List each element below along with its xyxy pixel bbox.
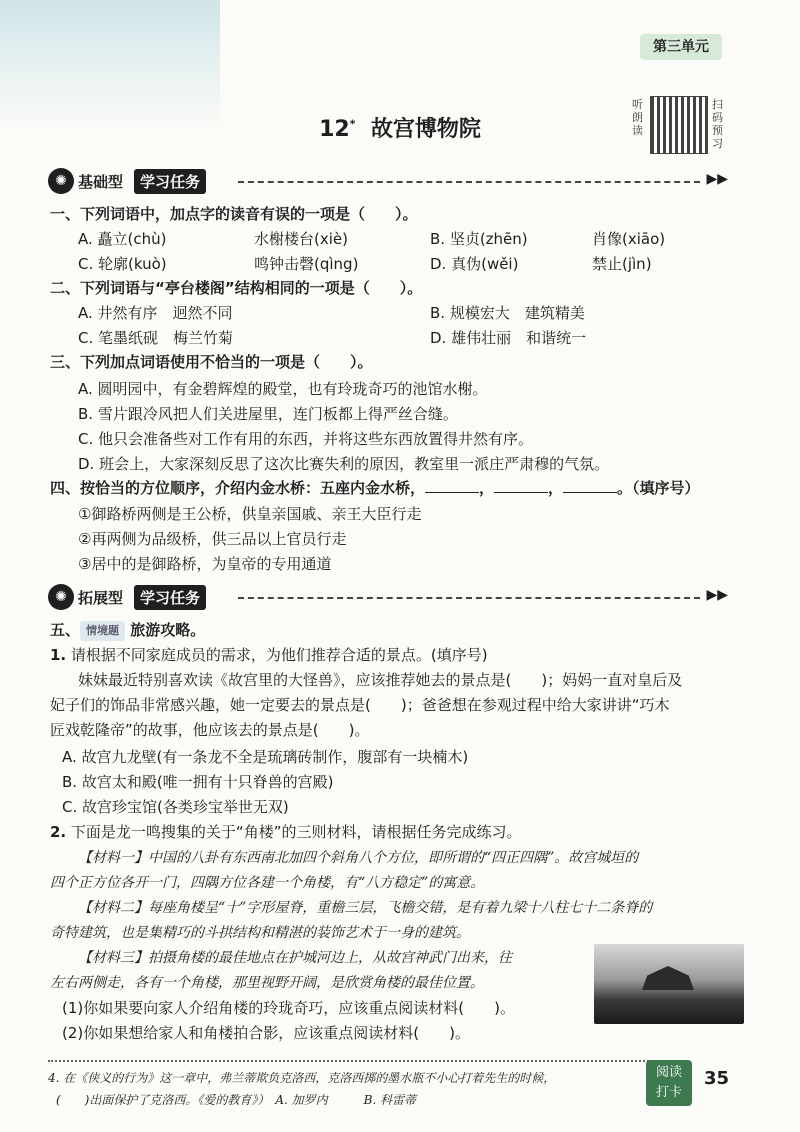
title-star: * — [349, 117, 356, 131]
tower-silhouette — [642, 966, 694, 990]
answer-blank-2[interactable] — [494, 492, 548, 493]
corner-tower-photo — [594, 944, 744, 1024]
q2-option-a: A. 井然有序 迥然不同 — [78, 304, 233, 322]
q3-option-d: D. 班会上，大家深刻反思了这次比赛失利的原因，教室里一派庄严肃穆的气氛。 — [78, 455, 610, 473]
section-label-b: 学习任务 — [134, 585, 206, 610]
q3-option-c: C. 他只会准备些对工作有用的东西，并将这些东西放置得井然有序。 — [78, 430, 534, 448]
q4-item-1: ①御路桥两侧是王公桥，供皇亲国戚、亲王大臣行走 — [78, 505, 422, 523]
question-2-stem: 二、下列词语与“亭台楼阁”结构相同的一项是（ ）。 — [50, 279, 423, 297]
sub2-stem: 下面是龙一鸣搜集的关于“角楼”的三则材料，请根据任务完成练习。 — [70, 823, 522, 841]
badge-line-1: 阅读 — [655, 1065, 682, 1080]
q5-option-a: A. 故宫九龙壁(有一条龙不全是琉璃砖制作，腹部有一块楠木) — [62, 748, 469, 766]
q1-option-c: C. 轮廓(kuò) — [78, 255, 167, 273]
q5-paragraph-line2: 妃子们的饰品非常感兴趣，她一定要去的景点是( )；爸爸想在参观过程中给大家讲讲“巧木 — [50, 696, 670, 714]
section-extended-header — [48, 584, 728, 612]
unit-tag: 第三单元 — [640, 34, 722, 60]
q2-option-c: C. 笔墨纸砚 梅兰竹菊 — [78, 329, 234, 347]
material-1-line1: 【材料一】中国的八卦有东西南北加四个斜角八个方位，即所谓的“四正四隅”。故宫城垣的 — [78, 850, 639, 866]
scenario-tag: 情境题 — [80, 621, 125, 641]
footer-divider — [48, 1060, 668, 1062]
badge-line-2: 打卡 — [655, 1085, 682, 1100]
q5-sub2 — [50, 822, 521, 842]
q4-item-3: ③居中的是御路桥，为皇帝的专用通道 — [78, 555, 332, 573]
q2-option-d: D. 雄伟壮丽 和谐统一 — [430, 329, 587, 347]
q5-task-2: (2)你如果想给家人和角楼拍合影，应该重点阅读材料( )。 — [62, 1024, 470, 1042]
title-text: 故宫博物院 — [370, 117, 481, 142]
q5-option-c: C. 故宫珍宝馆(各类珍宝举世无双) — [62, 798, 289, 816]
lightbulb-icon: ✺ — [48, 168, 74, 194]
q4-stem-b: 。（填序号） — [617, 479, 700, 497]
q5-paragraph-line3: 匠戏乾隆帝”的故事，他应该去的景点是( )。 — [50, 721, 370, 739]
question-1-stem: 一、下列词语中，加点字的读音有误的一项是（ ）。 — [50, 205, 418, 223]
section-label-a: 基础型 — [78, 173, 124, 191]
question-5-head — [50, 620, 205, 641]
q1-option-c2: 鸣钟击磬(qìng) — [254, 255, 359, 273]
divider — [238, 181, 700, 183]
footer-question-line2: ( )出面保护了克洛西。《爱的教育》） A. 加罗内 B. 科雷蒂 — [56, 1093, 417, 1107]
material-2-line1: 【材料二】每座角楼呈“十”字形屋脊，重檐三层，飞檐交错，是有着九梁十八柱七十二条脊的 — [78, 900, 653, 916]
q3-option-b: B. 雪片跟冷风把人们关进屋里，连门板都上得严丝合缝。 — [78, 405, 458, 423]
q5-head-a: 五、 — [50, 621, 81, 639]
section-label-b: 学习任务 — [134, 169, 206, 194]
qr-caption-listen: 听朗读 — [632, 98, 643, 137]
material-3-line2: 左右两侧走，各有一个角楼，那里视野开阔，是欣赏角楼的最佳位置。 — [50, 975, 484, 991]
q5-head-b: 旅游攻略。 — [130, 621, 206, 639]
title-number: 12 — [319, 117, 350, 142]
q5-task-1: (1)你如果要向家人介绍角楼的玲珑奇巧，应该重点阅读材料( )。 — [62, 999, 515, 1017]
lightbulb-icon: ✺ — [48, 584, 74, 610]
qr-caption-preview: 扫码预习 — [712, 98, 723, 150]
double-arrow-icon: ▶▶ — [706, 171, 728, 187]
footer-question-line1: 4. 在《侠义的行为》这一章中，弗兰蒂欺负克洛西，克洛西掷的墨水瓶不小心打着先生的时候， — [48, 1071, 556, 1085]
answer-blank-3[interactable] — [563, 492, 617, 493]
q4-stem-a: 四、按恰当的方位顺序，介绍内金水桥：五座内金水桥， — [50, 479, 426, 497]
q1-option-d2: 禁止(jìn) — [592, 255, 652, 273]
qr-code-icon[interactable] — [650, 96, 708, 154]
question-3-stem: 三、下列加点词语使用不恰当的一项是（ ）。 — [50, 353, 373, 371]
q1-option-b2: 肖像(xiāo) — [592, 230, 666, 248]
q1-option-a: A. 矗立(chù) — [78, 230, 167, 248]
q4-item-2: ②再两侧为品级桥，供三品以上官员行走 — [78, 530, 347, 548]
answer-blank-1[interactable] — [425, 492, 479, 493]
question-4-stem: 四、按恰当的方位顺序，介绍内金水桥：五座内金水桥， ， ， 。（填序号） — [50, 479, 700, 497]
q1-option-b: B. 坚贞(zhēn) — [430, 230, 528, 248]
section-basic-header — [48, 168, 728, 196]
q1-option-d: D. 真伪(wěi) — [430, 255, 519, 273]
section-label-a: 拓展型 — [78, 589, 124, 607]
double-arrow-icon: ▶▶ — [706, 587, 728, 603]
q5-sub1 — [50, 645, 488, 665]
material-2-line2: 奇特建筑，也是集精巧的斗拱结构和精湛的装饰艺术于一身的建筑。 — [50, 925, 470, 941]
sub1-stem: 请根据不同家庭成员的需求，为他们推荐合适的景点。(填序号) — [70, 646, 488, 664]
header-decoration — [0, 0, 220, 130]
material-1-line2: 四个正方位各开一门，四隅方位各建一个角楼，有“八方稳定”的寓意。 — [50, 875, 485, 891]
q5-paragraph-line1: 妹妹最近特别喜欢读《故宫里的大怪兽》，应该推荐她去的景点是( )；妈妈一直对皇后及 — [78, 671, 683, 689]
q2-option-b: B. 规模宏大 建筑精美 — [430, 304, 585, 322]
sub1-number: 1. — [50, 646, 67, 664]
divider — [238, 597, 700, 599]
sub2-number: 2. — [50, 823, 67, 841]
reading-checkin-badge[interactable] — [646, 1060, 692, 1106]
q1-option-a2: 水榭楼台(xiè) — [254, 230, 348, 248]
q5-option-b: B. 故宫太和殿(唯一拥有十只脊兽的宫殿) — [62, 773, 334, 791]
material-3-line1: 【材料三】拍摄角楼的最佳地点在护城河边上，从故宫神武门出来，往 — [78, 950, 512, 966]
page-number: 35 — [704, 1068, 730, 1089]
q3-option-a: A. 圆明园中，有金碧辉煌的殿堂，也有玲珑奇巧的池馆水榭。 — [78, 380, 488, 398]
